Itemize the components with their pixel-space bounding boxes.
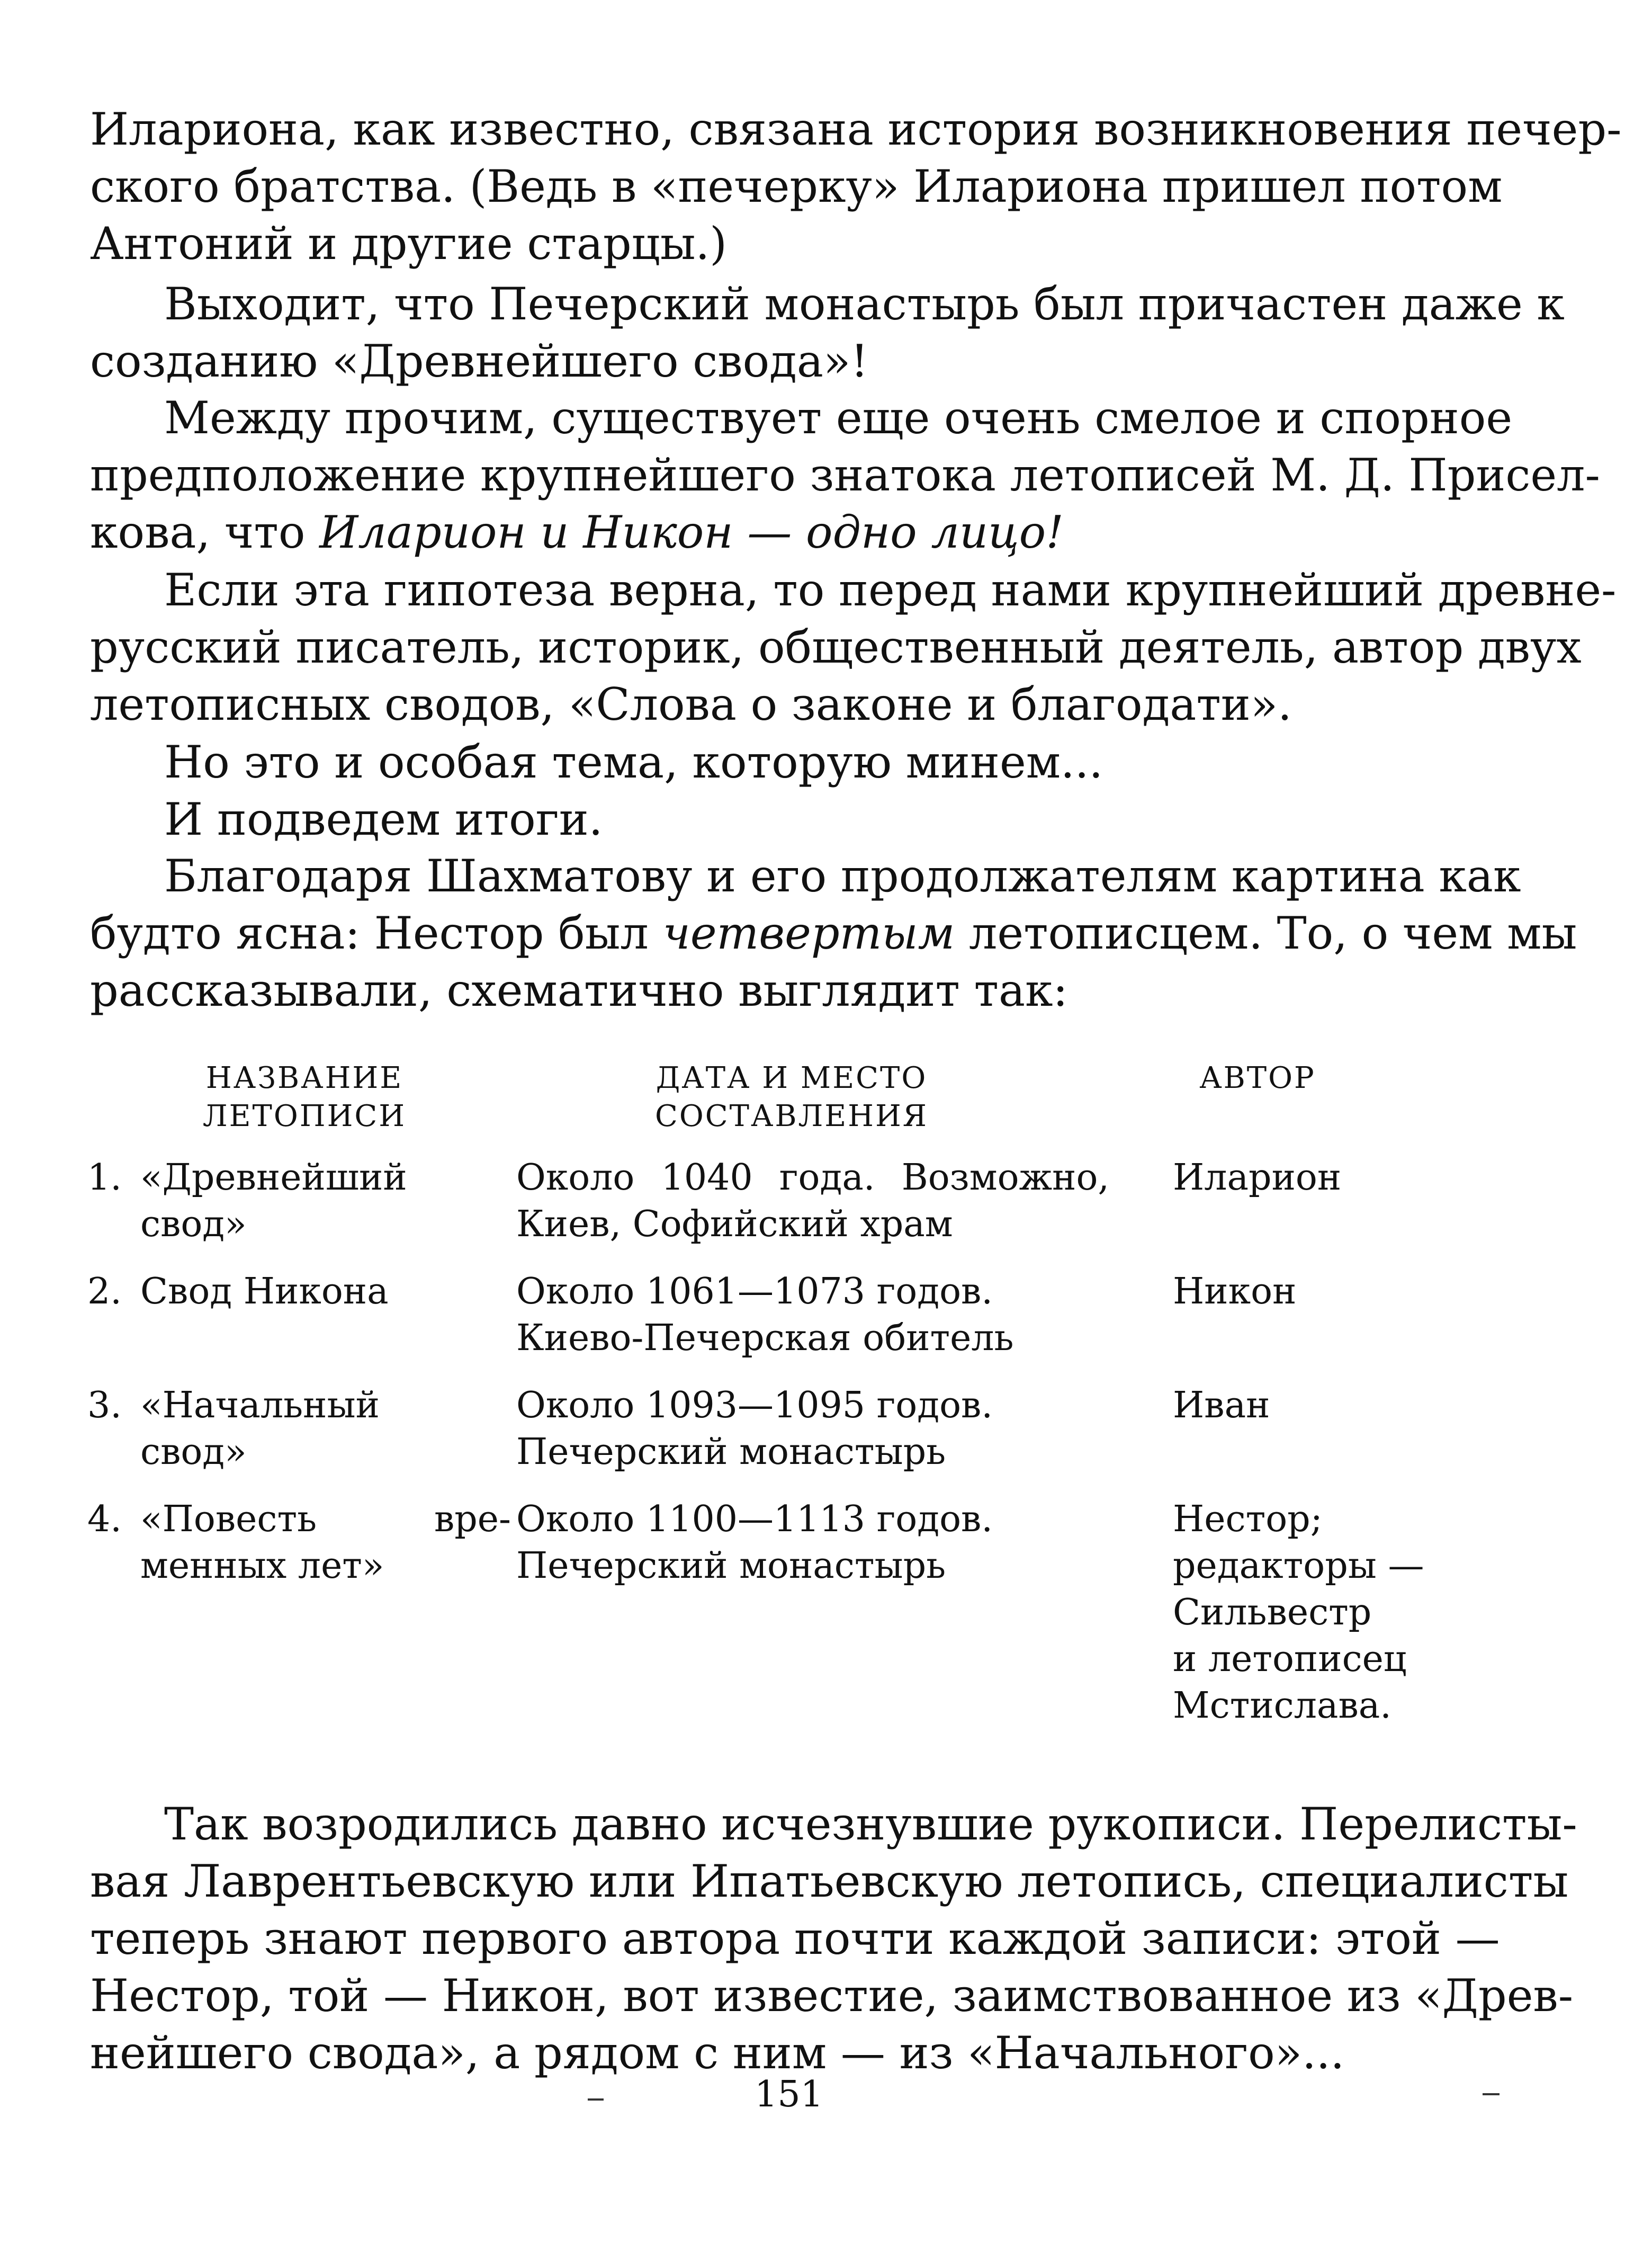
text-line: вая Лаврентьевскую или Ипатьевскую летопись, специалисты: [90, 1855, 1569, 1907]
text-line: предположение крупнейшего знатока летописей М. Д. Присел-: [90, 449, 1600, 501]
cell-line: Киево-Печерская обитель: [516, 1317, 1014, 1359]
paragraph-6: [90, 791, 1456, 848]
text-line: Между прочим, существует еще очень смелое и спорное: [164, 392, 1513, 444]
chronicle-date-place: [516, 1155, 1109, 1248]
cell-line: Около 1100—1113 годов.: [516, 1498, 993, 1540]
header-date: [627, 1059, 956, 1136]
cell-line: менных лет»: [140, 1545, 384, 1587]
italic-phrase: Иларион и Никон — одно лицо!: [319, 506, 1064, 558]
row-number: 1.: [87, 1157, 122, 1199]
cell-line: Никон: [1173, 1271, 1297, 1312]
cell-line: Иван: [1173, 1384, 1270, 1426]
text-line: Нестор, той — Никон, вот известие, заимствованное из «Древ-: [90, 1970, 1574, 2022]
chronicle-name: [140, 1269, 522, 1315]
italic-word: четвертым: [662, 907, 955, 959]
text-line-with-italic: [90, 905, 1577, 962]
text-line: Выходит, что Печерский монастырь был причастен даже к: [164, 278, 1565, 330]
text-line: Так возродились давно исчезнувшие рукописи. Перелисты-: [164, 1798, 1577, 1850]
cell-line: Мстислава.: [1173, 1685, 1391, 1727]
cell-line: редакторы —: [1173, 1545, 1424, 1587]
text-line: Благодаря Шахматову и его продолжателям картина как: [164, 850, 1521, 902]
header-author: [1173, 1059, 1342, 1097]
paragraph-2: [90, 275, 1565, 390]
header-name: [167, 1059, 442, 1136]
header-line: ДАТА И МЕСТО: [656, 1061, 928, 1095]
paragraph-3: [90, 389, 1600, 561]
header-line: АВТОР: [1199, 1061, 1316, 1095]
page-number: 151: [755, 2074, 823, 2115]
paragraph-1: [90, 101, 1622, 272]
text-line: рассказывали, схематично выглядит так:: [90, 964, 1068, 1016]
cell-line: Свод Никона: [140, 1271, 389, 1312]
cell-line: «Начальный: [140, 1384, 380, 1426]
text-line-with-italic: [90, 504, 1456, 561]
text-segment: летописцем. То, о чем мы: [955, 907, 1577, 959]
row-number: 4.: [87, 1498, 122, 1540]
paragraph-8: [90, 1796, 1577, 2082]
chronicle-author: [1173, 1155, 1469, 1201]
text-line: ского братства. (Ведь в «печерку» Илариона пришел потом: [90, 160, 1503, 212]
chronicle-author: [1173, 1382, 1469, 1429]
chronicle-date-place: [516, 1269, 1109, 1362]
cell-line: и летописец: [1173, 1638, 1407, 1680]
paragraph-4: [90, 561, 1617, 733]
text-line: русский писатель, историк, общественный деятель, автор двух: [90, 621, 1582, 673]
cell-line: Нестор;: [1173, 1498, 1323, 1540]
cell-line: Около 1093—1095 годов.: [516, 1384, 993, 1426]
text-line: Но это и особая тема, которую минем...: [164, 736, 1103, 788]
cell-line: Около 1040 года. Возможно,: [516, 1157, 1109, 1199]
cell-line: Сильвестр: [1173, 1592, 1372, 1633]
text-segment: будто ясна: Нестор был: [90, 907, 663, 959]
paragraph-7: [90, 847, 1577, 1019]
text-segment: кова, что: [90, 506, 320, 558]
cell-line: «Повесть вре-: [140, 1498, 511, 1540]
text-line: И подведем итоги.: [164, 793, 603, 845]
header-line: НАЗВАНИЕ: [205, 1061, 403, 1095]
chronicle-name: [140, 1496, 511, 1589]
header-line: СОСТАВЛЕНИЯ: [654, 1099, 929, 1133]
cell-line: Печерский монастырь: [516, 1545, 946, 1587]
text-line: Илариона, как известно, связана история возникновения печер-: [90, 103, 1622, 155]
text-line: Антоний и другие старцы.): [90, 218, 728, 270]
cell-line: Печерский монастырь: [516, 1431, 946, 1473]
cell-line: Иларион: [1173, 1157, 1342, 1199]
footer-dash: [1483, 2093, 1500, 2095]
text-line: летописных сводов, «Слова о законе и благодати».: [90, 678, 1292, 730]
chronicle-date-place: [516, 1382, 1109, 1476]
cell-line: «Древнейший: [140, 1157, 407, 1199]
cell-line: свод»: [140, 1203, 247, 1245]
cell-line: свод»: [140, 1431, 247, 1473]
text-line: теперь знают первого автора почти каждой записи: этой —: [90, 1913, 1500, 1964]
chronicle-author: [1173, 1496, 1469, 1729]
chronicle-date-place: [516, 1496, 1109, 1589]
cell-line: Киев, Софийский храм: [516, 1203, 953, 1245]
chronicle-name: [140, 1382, 522, 1476]
cell-line: Около 1061—1073 годов.: [516, 1271, 993, 1312]
text-line: Если эта гипотеза верна, то перед нами крупнейший древне-: [164, 564, 1617, 616]
header-line: ЛЕТОПИСИ: [202, 1099, 407, 1133]
row-number: 3.: [87, 1384, 122, 1426]
chronicle-name: [140, 1155, 522, 1248]
row-number: 2.: [87, 1271, 122, 1312]
text-line: созданию «Древнейшего свода»!: [90, 335, 869, 387]
text-line: нейшего свода», а рядом с ним — из «Начального»...: [90, 2027, 1345, 2079]
chronicle-author: [1173, 1269, 1469, 1315]
footer-dash: [588, 2098, 604, 2101]
paragraph-5: [90, 734, 1456, 791]
